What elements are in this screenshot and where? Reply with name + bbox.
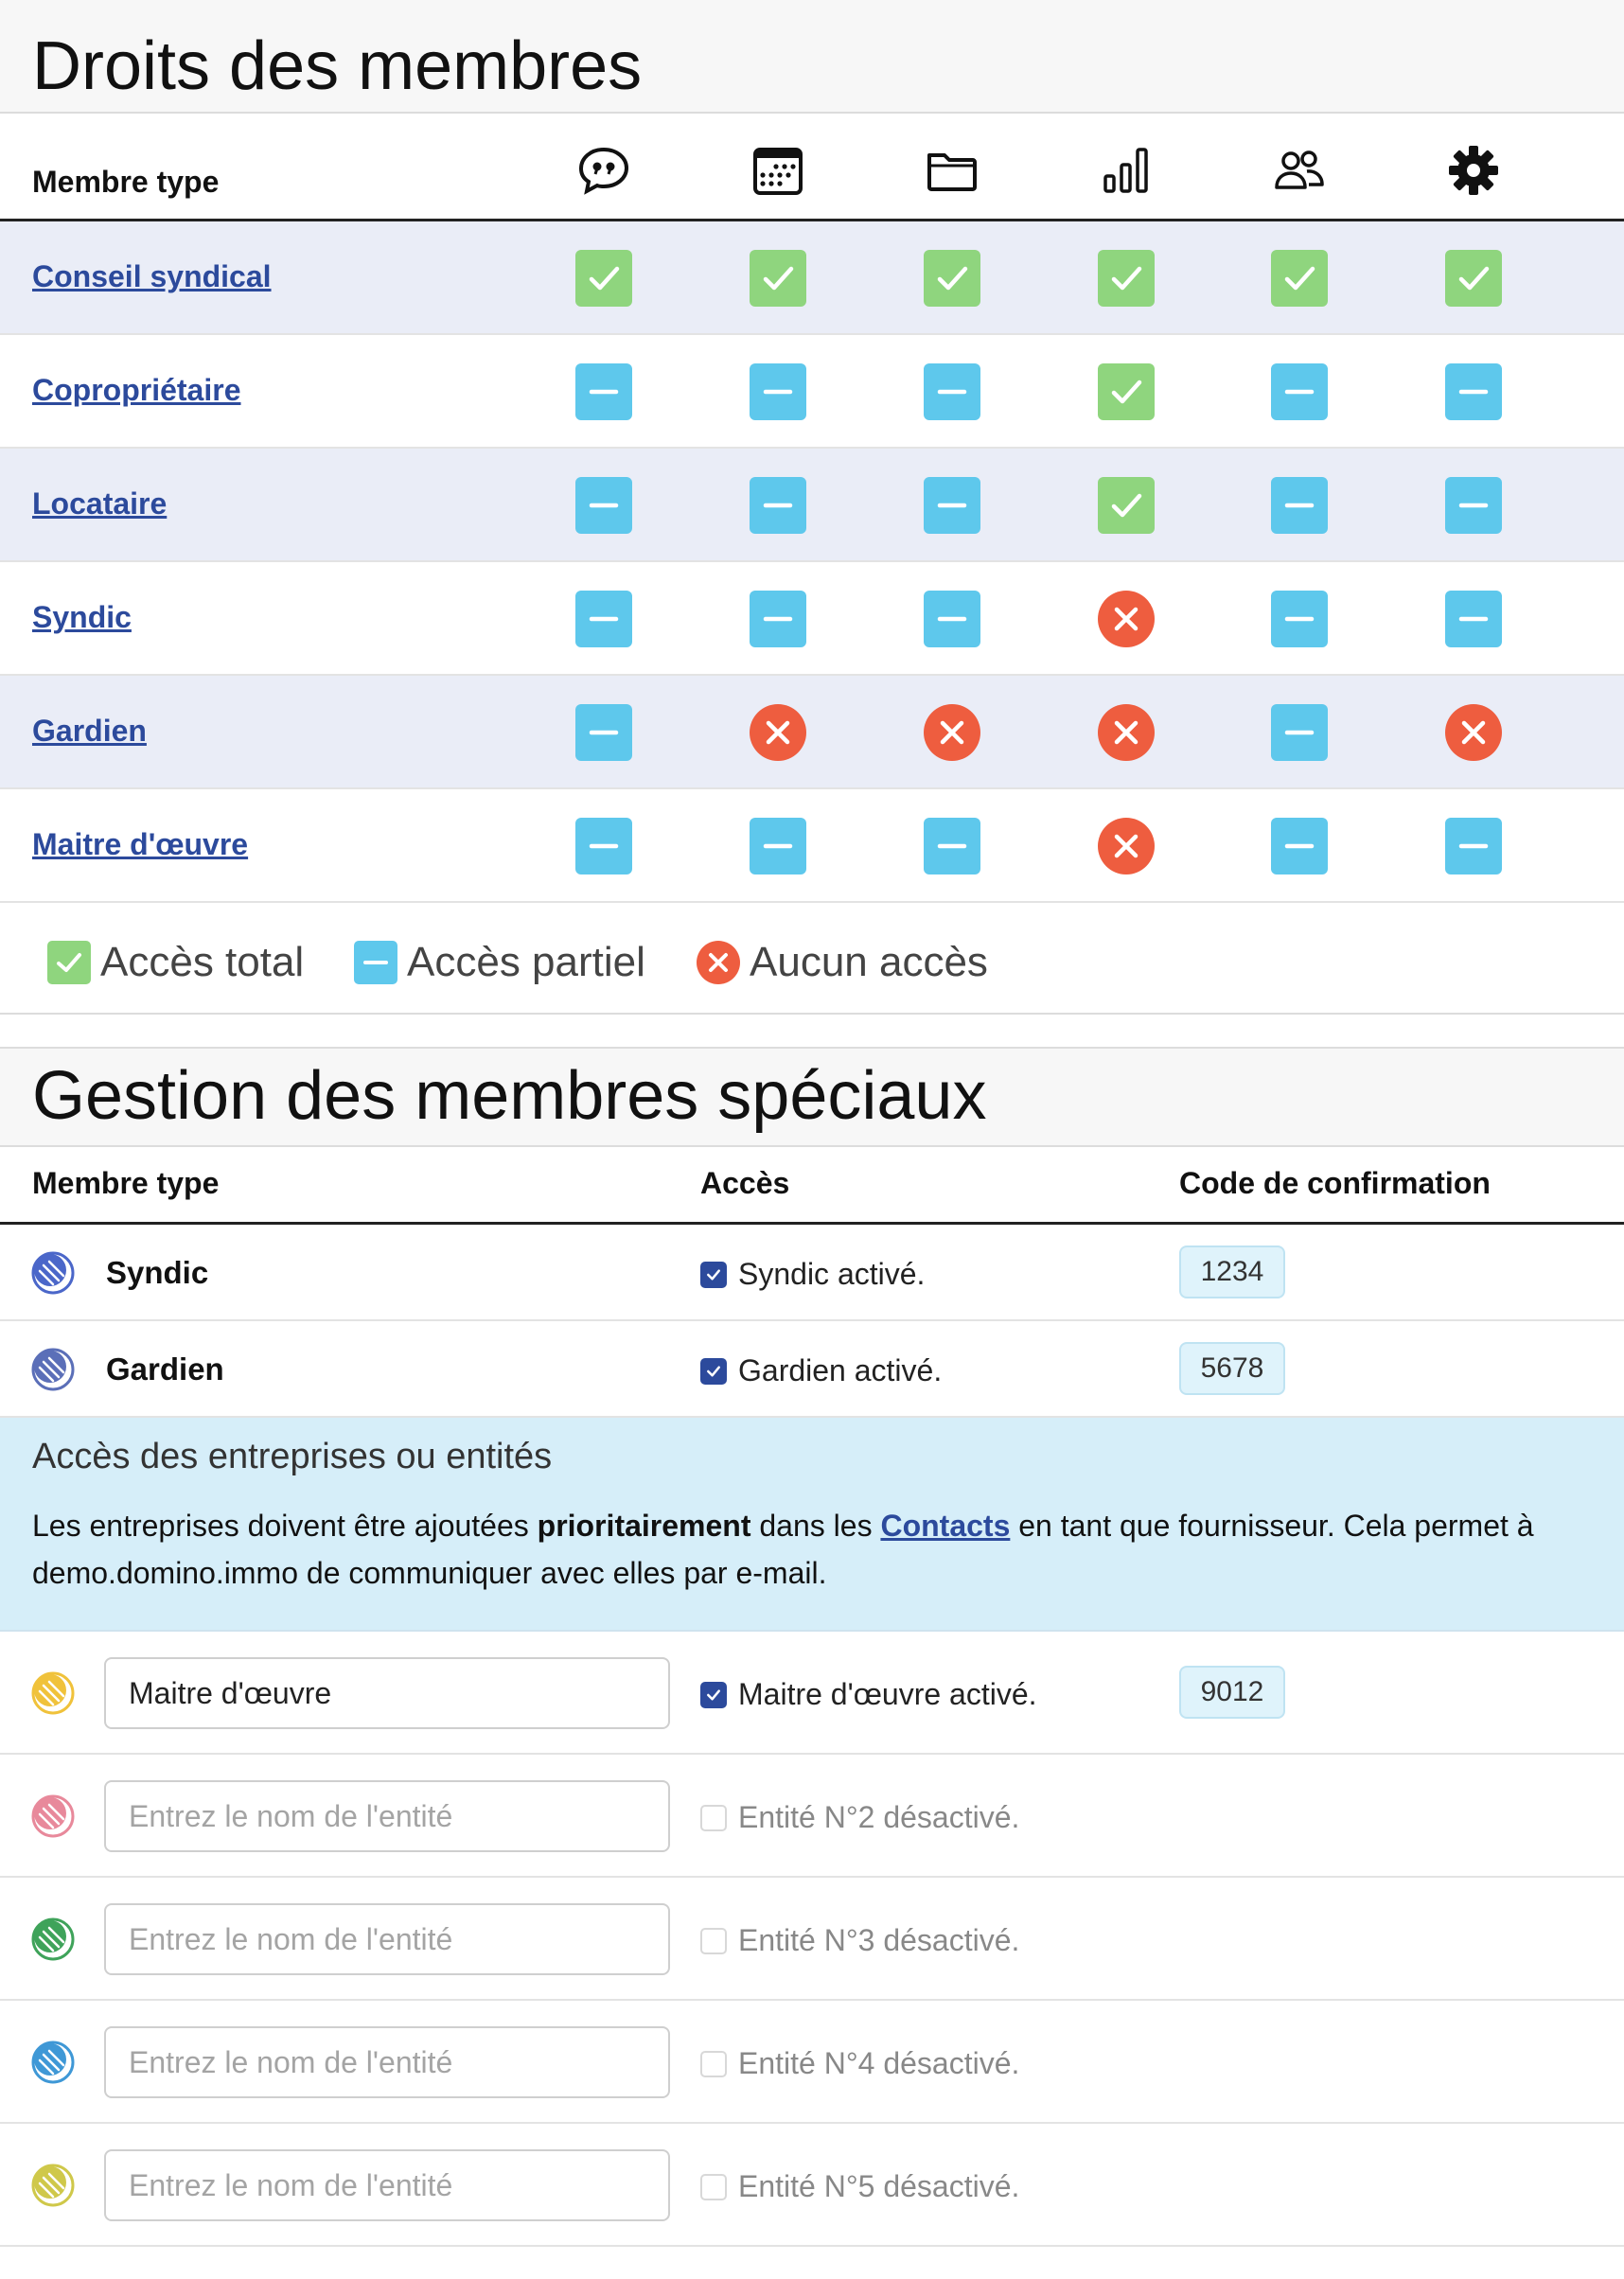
entity-row (0, 1632, 1624, 1755)
member-name: Syndic (106, 1255, 209, 1290)
cross-circle-icon (924, 704, 980, 761)
checkbox-checked-icon[interactable] (700, 1682, 727, 1708)
header-access: Accès (700, 1166, 790, 1200)
member-type-link[interactable]: Maitre d'œuvre (32, 827, 249, 861)
check-icon (924, 250, 980, 307)
entity-avatar-icon (30, 1670, 76, 1716)
legend-none-label: Aucun accès (750, 939, 988, 985)
minus-icon (1271, 591, 1328, 647)
special-members-title: Gestion des membres spéciaux (0, 1047, 1624, 1147)
check-icon (47, 941, 91, 984)
check-icon (750, 250, 806, 307)
minus-icon (354, 941, 397, 984)
minus-icon (924, 477, 980, 534)
cross-circle-icon (1098, 704, 1155, 761)
entity-row (0, 1755, 1624, 1878)
checkbox-unchecked-icon[interactable] (700, 2174, 727, 2200)
minus-icon (575, 704, 632, 761)
legend-total-label: Accès total (100, 939, 305, 985)
member-type-link[interactable]: Syndic (32, 600, 132, 634)
minus-icon (750, 591, 806, 647)
entity-row (0, 2124, 1624, 2247)
entity-access-checkbox[interactable] (700, 1800, 1019, 1835)
minus-icon (924, 591, 980, 647)
member-type-column-label: Membre type (32, 165, 220, 199)
rights-row (0, 676, 1624, 789)
header-member-type: Membre type (32, 1166, 220, 1200)
minus-icon (924, 818, 980, 874)
cross-circle-icon (1098, 591, 1155, 647)
minus-icon (1271, 477, 1328, 534)
member-type-link[interactable]: Copropriétaire (32, 373, 241, 407)
chat-quote-icon (575, 142, 632, 199)
rights-row (0, 449, 1624, 562)
rights-row (0, 221, 1624, 335)
minus-icon (1445, 363, 1502, 420)
folder-icon (924, 142, 980, 199)
contacts-link[interactable]: Contacts (880, 1509, 1011, 1543)
cross-circle-icon (1445, 704, 1502, 761)
info-bold: prioritairement (537, 1509, 751, 1543)
cross-circle-icon (697, 941, 740, 984)
calendar-icon (750, 142, 806, 199)
check-icon (1445, 250, 1502, 307)
entity-access-checkbox[interactable] (700, 1923, 1019, 1958)
check-icon (1098, 363, 1155, 420)
rights-table-header (0, 114, 1624, 221)
member-type-link[interactable]: Gardien (32, 714, 147, 748)
info-title: Accès des entreprises ou entités (32, 1437, 553, 1476)
entity-avatar-icon (30, 1917, 76, 1962)
legend-total (47, 939, 304, 986)
special-members-header (0, 1147, 1624, 1225)
cross-circle-icon (750, 704, 806, 761)
cross-circle-icon (1098, 818, 1155, 874)
check-icon (1098, 477, 1155, 534)
legend-partial-label: Accès partiel (407, 939, 645, 985)
entity-access-label: Entité N°5 désactivé. (738, 2169, 1020, 2203)
minus-icon (1445, 477, 1502, 534)
confirmation-code-badge: 1234 (1179, 1246, 1285, 1298)
access-checkbox[interactable] (700, 1353, 942, 1388)
access-checkbox[interactable] (700, 1257, 925, 1292)
minus-icon (575, 591, 632, 647)
minus-icon (750, 363, 806, 420)
entity-avatar-icon (30, 2040, 76, 2085)
checkbox-unchecked-icon[interactable] (700, 2051, 727, 2077)
entity-access-label: Entité N°4 désactivé. (738, 2046, 1020, 2080)
rights-title: Droits des membres (0, 0, 1624, 114)
minus-icon (750, 477, 806, 534)
checkbox-unchecked-icon[interactable] (700, 1928, 727, 1954)
member-name: Gardien (106, 1352, 224, 1387)
minus-icon (575, 477, 632, 534)
entity-name-input[interactable] (104, 1903, 670, 1975)
people-icon (1271, 142, 1328, 199)
entity-name-input[interactable] (104, 1657, 670, 1729)
info-text: Les entreprises doivent être ajoutées prioritairement dans les Contacts en tant que fournisseur. Cela permet à demo.domino.immo de communiquer avec elles par e-mail. (32, 1509, 1534, 1590)
confirmation-code-badge: 5678 (1179, 1342, 1285, 1395)
header-confirmation-code: Code de confirmation (1179, 1166, 1491, 1200)
check-icon (1271, 250, 1328, 307)
entity-access-checkbox[interactable] (700, 1677, 1037, 1712)
access-label: Gardien activé. (738, 1353, 943, 1387)
entity-avatar-icon (30, 1793, 76, 1839)
special-member-row (0, 1225, 1624, 1321)
rights-row (0, 335, 1624, 449)
legend (0, 903, 1624, 1015)
special-member-row (0, 1321, 1624, 1418)
minus-icon (750, 818, 806, 874)
minus-icon (575, 363, 632, 420)
entity-name-input[interactable] (104, 2149, 670, 2221)
minus-icon (1445, 591, 1502, 647)
member-avatar-icon (30, 1347, 76, 1392)
entity-name-input[interactable] (104, 1780, 670, 1852)
minus-icon (1271, 704, 1328, 761)
minus-icon (924, 363, 980, 420)
checkbox-checked-icon[interactable] (700, 1262, 727, 1288)
entity-name-input[interactable] (104, 2026, 670, 2098)
entity-access-label: Maitre d'œuvre activé. (738, 1677, 1037, 1711)
entity-access-checkbox[interactable] (700, 2046, 1019, 2081)
check-icon (575, 250, 632, 307)
minus-icon (1445, 818, 1502, 874)
entity-avatar-icon (30, 2163, 76, 2208)
gear-icon (1445, 142, 1502, 199)
checkbox-unchecked-icon[interactable] (700, 1805, 727, 1831)
member-avatar-icon (30, 1250, 76, 1296)
legend-partial (354, 939, 645, 986)
entity-row (0, 1878, 1624, 2001)
entities-info-box (0, 1418, 1624, 1632)
member-type-link[interactable]: Locataire (32, 486, 168, 521)
confirmation-code-badge: 9012 (1179, 1666, 1285, 1719)
entity-row (0, 2001, 1624, 2124)
rights-row (0, 562, 1624, 676)
entity-access-label: Entité N°2 désactivé. (738, 1800, 1020, 1834)
chart-bars-icon (1098, 142, 1155, 199)
entity-access-label: Entité N°3 désactivé. (738, 1923, 1020, 1957)
minus-icon (1271, 363, 1328, 420)
access-label: Syndic activé. (738, 1257, 926, 1291)
member-type-link[interactable]: Conseil syndical (32, 259, 272, 293)
check-icon (1098, 250, 1155, 307)
minus-icon (1271, 818, 1328, 874)
legend-none (697, 939, 988, 986)
minus-icon (575, 818, 632, 874)
checkbox-checked-icon[interactable] (700, 1358, 727, 1385)
entity-access-checkbox[interactable] (700, 2169, 1019, 2204)
rights-row (0, 789, 1624, 903)
